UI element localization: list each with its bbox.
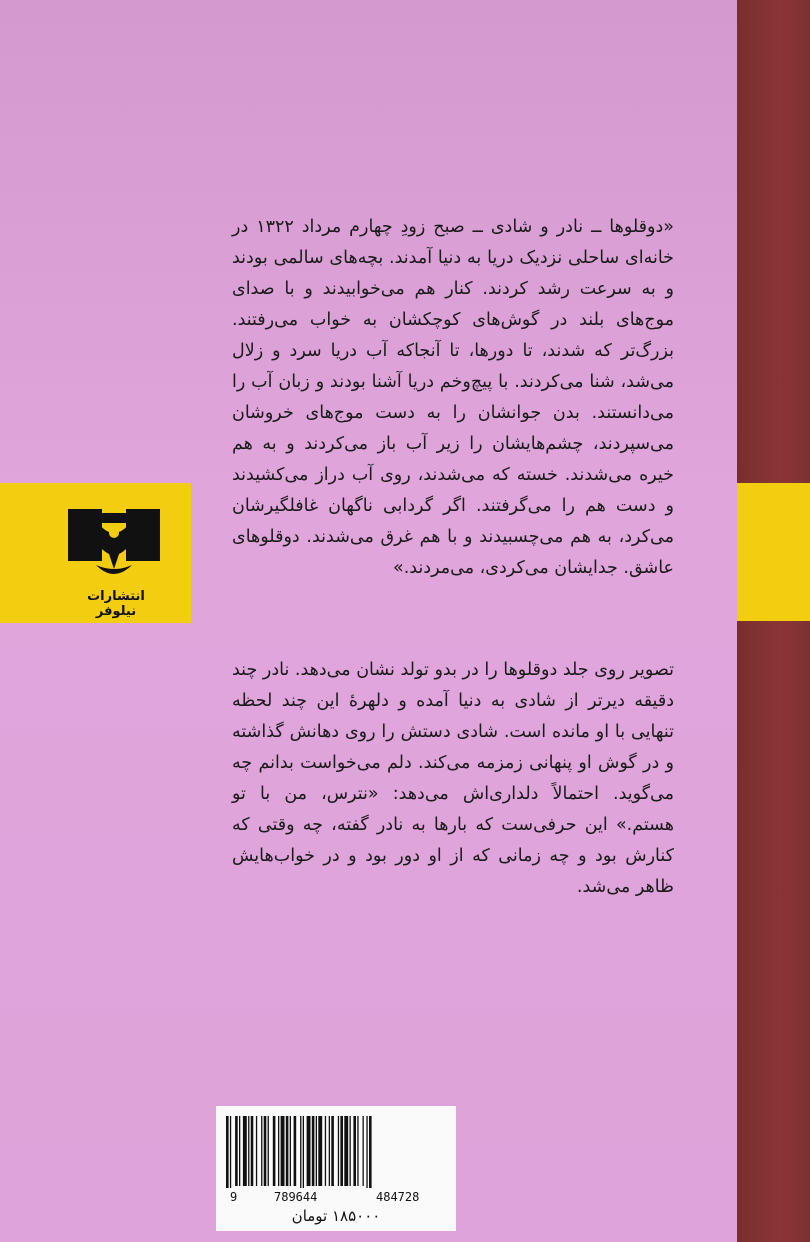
barcode-bar: [303, 1116, 304, 1188]
barcode-bar: [338, 1116, 339, 1186]
barcode-bar: [239, 1116, 240, 1186]
barcode-bar: [281, 1116, 285, 1186]
book-spine: [737, 0, 810, 1242]
barcode-bar: [248, 1116, 249, 1186]
barcode-bar: [344, 1116, 348, 1186]
barcode-bar: [235, 1116, 238, 1186]
barcode-digit-group-1: 9: [230, 1190, 238, 1204]
barcode-bar: [325, 1116, 326, 1186]
barcode-bar: [300, 1116, 301, 1188]
barcode-bar: [286, 1116, 289, 1186]
blurb-paragraph-1: «دوقلوها ــ نادر و شادی ــ صبح زودِ چهارم مرداد ۱۳۲۲ در خانه‌ای ساحلی نزدیک دریا به دنیا آمدند. بچه‌های سالمی بودند و به سرعت رشد کردند. کنار هم می‌خوابیدند و با صدای موج‌های بلند در گوش‌های کوچکشان به خواب می‌رفتند. بزرگ‌تر که شدند، تا دورها، تا آنجاکه آب دریا سرد و زلال می‌شد، شنا می‌کردند. با پیچ‌وخم دریا آشنا بودند و زبان آب را می‌دانستند. بدن جوانشان را به دست موج‌های خروشان می‌سپردند، چشم‌هایشان را زیر آب باز می‌کردند و به هم خیره می‌شدند. خسته که می‌شدند، روی آب دراز می‌کشیدند و دست هم را می‌گرفتند. اگر گردابی ناگهان غافلگیرشان می‌کرد، به هم می‌چسبیدند و با هم غرق می‌شدند. دوقلوهای عاشق. جدایشان می‌کردی، می‌مردند.»: [232, 217, 675, 578]
barcode-bar: [294, 1116, 297, 1186]
barcode-bar: [316, 1116, 317, 1186]
barcode-bar: [331, 1116, 334, 1186]
barcode-bar: [340, 1116, 343, 1186]
barcode-bar: [243, 1116, 247, 1186]
barcode-bar: [264, 1116, 267, 1186]
barcode-bar: [366, 1116, 367, 1188]
barcode-bar: [256, 1116, 257, 1186]
barcode-bar: [261, 1116, 262, 1186]
barcode-bar: [273, 1116, 276, 1186]
barcode-digit-group-3: 484728: [376, 1190, 420, 1204]
barcode-bar: [357, 1116, 358, 1186]
price-label: ۱۸۵۰۰۰ تومان: [291, 1207, 381, 1225]
spine-yellow-band: [737, 483, 810, 621]
barcode-bar: [226, 1116, 229, 1188]
barcode-bar: [369, 1116, 372, 1188]
publisher-name: انتشارات نیلوفر: [87, 589, 145, 619]
barcode-bars: [224, 1116, 448, 1188]
barcode-bar: [312, 1116, 315, 1186]
barcode-bar: [318, 1116, 322, 1186]
nilufar-flower-logo-icon: [68, 509, 160, 579]
barcode-bar: [307, 1116, 311, 1186]
barcode-bar: [290, 1116, 291, 1186]
barcode-bar: [230, 1116, 231, 1188]
barcode-digit-group-2: 789644: [274, 1190, 318, 1204]
barcode-bar: [278, 1116, 279, 1186]
barcode-bar: [353, 1116, 356, 1186]
barcode-bar: [251, 1116, 254, 1186]
barcode-bar: [350, 1116, 351, 1186]
barcode-bar: [363, 1116, 364, 1186]
blurb-paragraph-2: تصویر روی جلد دوقلوها را در بدو تولد نشان می‌دهد. نادر چند دقیقه دیرتر از شادی به دنیا آمده و دلهرهٔ این چند لحظه تنهایی با او مانده است. شادی دستش را روی دهانش گذاشته و در گوش او پنهانی زمزمه می‌کند. دلم می‌خواست بدانم چه می‌گوید. احتمالاً دلداری‌اش می‌دهد: «نترس، من با تو هستم.» این حرفی‌ست که بارها به نادر گفته، چه وقتی که کنارش بود و چه زمانی که از او دور بود و در خواب‌هایش ظاهر می‌شد.: [232, 660, 674, 897]
isbn-barcode-label: [216, 1106, 456, 1231]
barcode-digits: [224, 1190, 448, 1204]
barcode-bar: [268, 1116, 269, 1186]
barcode-bar: [329, 1116, 330, 1186]
